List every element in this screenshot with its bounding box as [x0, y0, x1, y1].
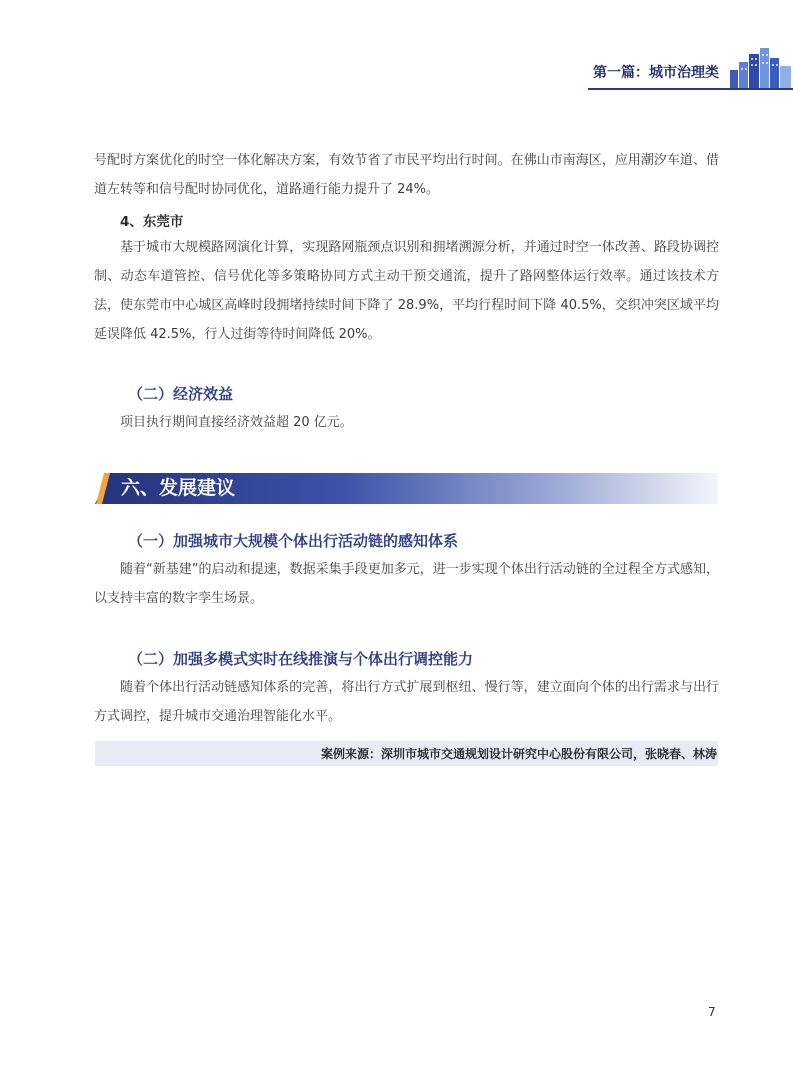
subheading-dongguan: 4、东莞市 [120, 214, 184, 230]
section-title: 六、发展建议 [121, 477, 236, 499]
subsection-2-heading: （二）加强多模式实时在线推演与个体出行调控能力 [128, 650, 474, 668]
paragraph-dongguan: 基于城市大规模路网演化计算，实现路网瓶颈点识别和拥堵溯源分析，并通过时空一体改善、路段协调控制、动态车道管控、信号优化等多策略协同方式主动干预交通流，提升了路网整体运行效率。通过该技术方法，使东莞市中心城区高峰时段拥堵持续时间下降了 28.9%，平均行程时间下降 40.5%，交织冲突区域平均延误降低 42.5%，行人过街等待时间降低 20%。 [94, 240, 719, 342]
header-rule [588, 88, 793, 90]
city-skyline-icon [728, 44, 793, 90]
subsection-economic-heading: （二）经济效益 [128, 385, 234, 403]
case-source: 案例来源：深圳市城市交通规划设计研究中心股份有限公司，张晓春、林涛 [320, 747, 717, 761]
header-title: 第一篇：城市治理类 [593, 65, 719, 81]
paragraph-foshan: 号配时方案优化的时空一体化解决方案，有效节省了市民平均出行时间。在佛山市南海区，应用潮汐车道、借道左转等和信号配时协同优化，道路通行能力提升了 24%。 [94, 153, 719, 197]
paragraph-economic: 项目执行期间直接经济效益超 20 亿元。 [120, 415, 353, 430]
paragraph-subsection-1: 随着“新基建”的启动和提速，数据采集手段更加多元，进一步实现个体出行活动链的全过程全方式感知，以支持丰富的数字孪生场景。 [94, 562, 719, 606]
paragraph-subsection-2: 随着个体出行活动链感知体系的完善，将出行方式扩展到枢纽、慢行等，建立面向个体的出行需求与出行方式调控，提升城市交通治理智能化水平。 [94, 680, 719, 724]
page-number: 7 [708, 1005, 716, 1019]
subsection-1-heading: （一）加强城市大规模个体出行活动链的感知体系 [128, 532, 459, 550]
